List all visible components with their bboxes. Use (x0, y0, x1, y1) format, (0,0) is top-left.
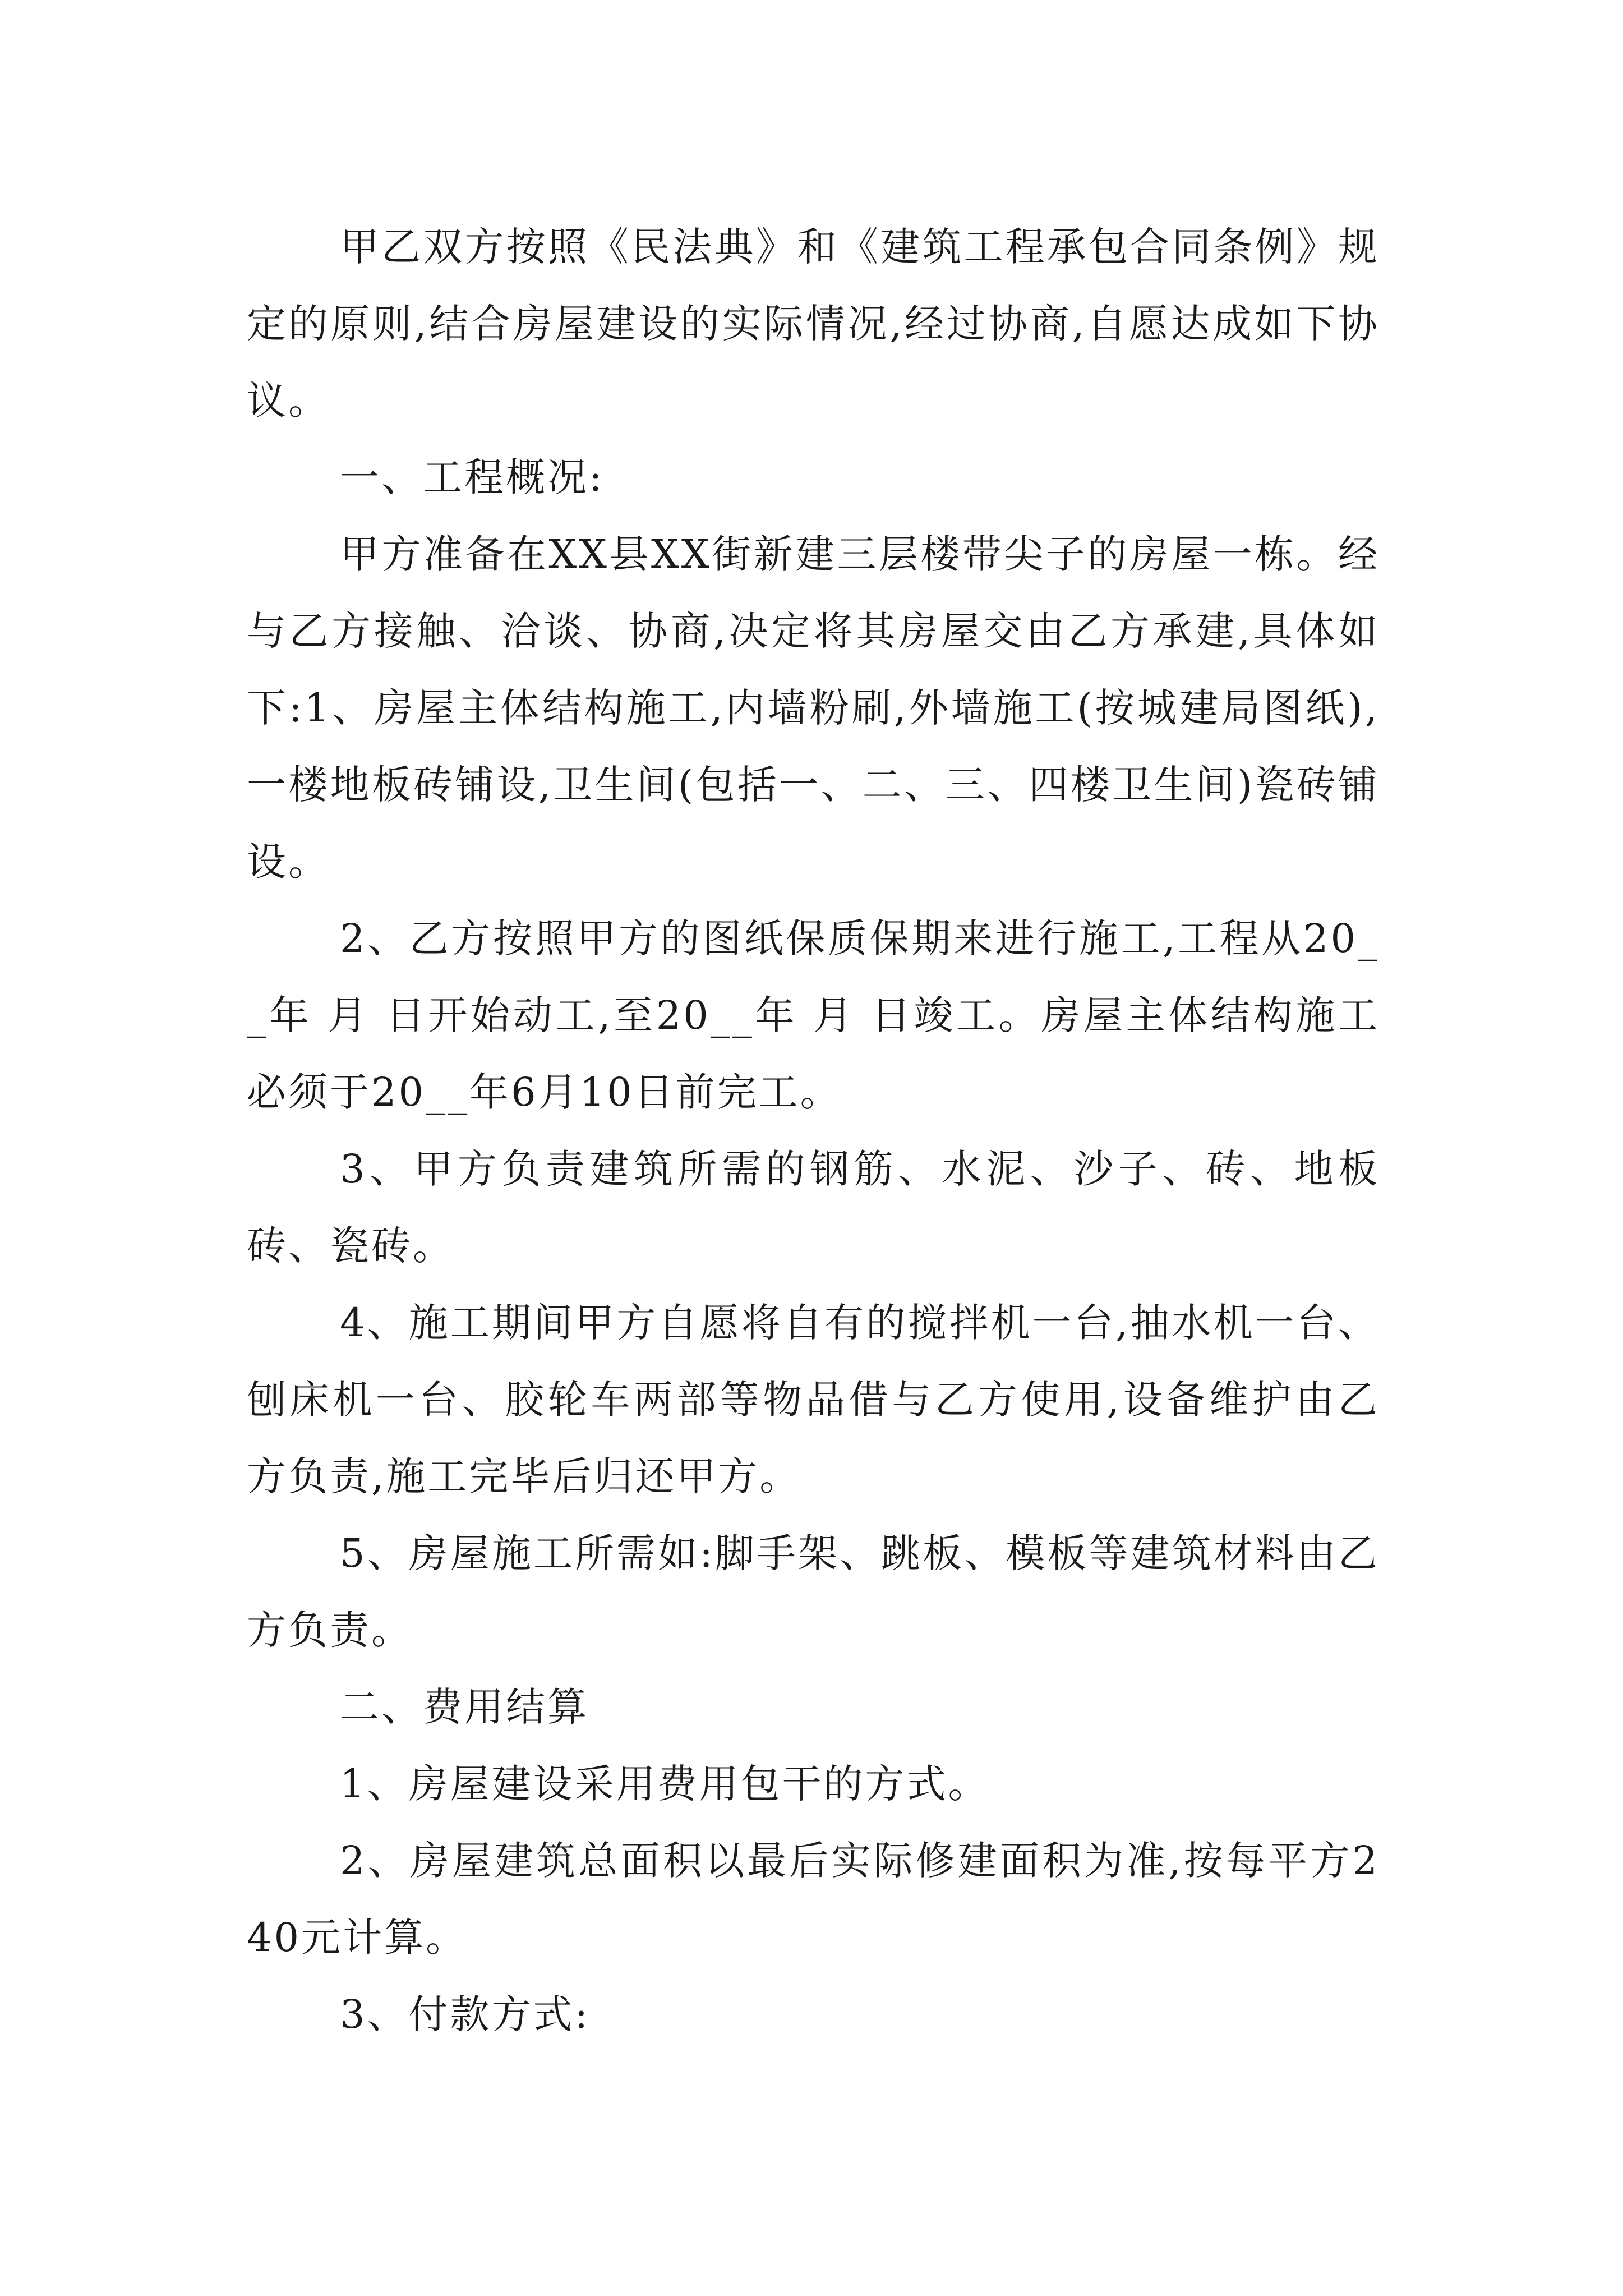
paragraph-schedule: 2、乙方按照甲方的图纸保质保期来进行施工,工程从20__年 月 日开始动工,至20__年 月 日竣工。房屋主体结构施工必须于20__年6月10日前完工。 (247, 915, 1380, 1115)
paragraph-equipment: 4、施工期间甲方自愿将自有的搅拌机一台,抽水机一台、刨床机一台、胶轮车两部等物品借与乙方使用,设备维护由乙方负责,施工完毕后归还甲方。 (247, 1300, 1380, 1499)
paragraph-area-price: 2、房屋建筑总面积以最后实际修建面积为准,按每平方240元计算。 (247, 1838, 1380, 1961)
paragraph-materials: 3、甲方负责建筑所需的钢筋、水泥、沙子、砖、地板砖、瓷砖。 (247, 1146, 1380, 1269)
paragraph-intro: 甲乙双方按照《民法典》和《建筑工程承包合同条例》规定的原则,结合房屋建设的实际情况,经过协商,自愿达成如下协议。 (247, 224, 1380, 424)
paragraph-lump-sum: 1、房屋建设采用费用包干的方式。 (340, 1761, 990, 1807)
document-body (247, 209, 1380, 2053)
paragraph-payment-method: 3、付款方式: (340, 1991, 591, 2037)
paragraph-project-description: 甲方准备在XX县XX街新建三层楼带尖子的房屋一栋。经与乙方接触、洽谈、协商,决定将其房屋交由乙方承建,具体如下:1、房屋主体结构施工,内墙粉刷,外墙施工(按城建局图纸),一楼地板砖铺设,卫生间(包括一、二、三、四楼卫生间)瓷砖铺设。 (247, 531, 1380, 885)
paragraph-scaffolding: 5、房屋施工所需如:脚手架、跳板、模板等建筑材料由乙方负责。 (247, 1530, 1380, 1653)
heading-cost-settlement: 二、费用结算 (340, 1684, 589, 1730)
heading-project-overview: 一、工程概况: (340, 454, 605, 500)
